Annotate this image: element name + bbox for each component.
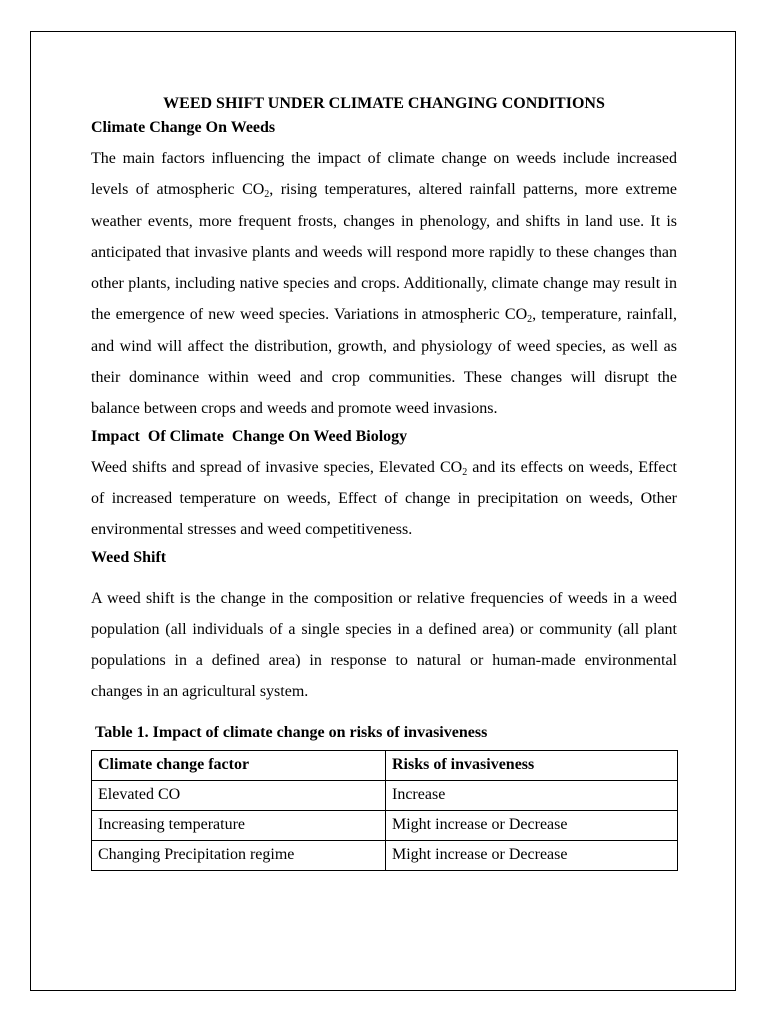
table-cell: Might increase or Decrease xyxy=(386,840,678,870)
table-cell: Might increase or Decrease xyxy=(386,810,678,840)
table-row xyxy=(92,840,678,870)
paragraph-text: , temperature, rainfall, and wind will affect the distribution, growth, and physiology of weed species, as well as their dominance within weed and crop communities. These changes will disrupt the balance between crops and weeds and promote weed invasions. xyxy=(91,306,678,418)
table-cell: Changing Precipitation regime xyxy=(92,840,386,870)
invasiveness-table xyxy=(91,750,678,871)
subscript: 2 xyxy=(462,466,468,478)
section-heading-weed-biology: Impact Of Climate Change On Weed Biology xyxy=(91,427,408,445)
table-header-row xyxy=(92,750,678,780)
paragraph-text: , rising temperatures, altered rainfall patterns, more extreme weather events, more frequent frosts, changes in phenology, and shifts in land use. It is anticipated that invasive plants and weeds will respond more rapidly to these changes than other plants, including native species and crops. Additionally, climate change may result in the emergence of new weed species. Variations in atmospheric CO xyxy=(91,181,677,324)
table-row xyxy=(92,810,678,840)
table-header-cell: Climate change factor xyxy=(92,750,386,780)
table-row xyxy=(92,780,678,810)
section-paragraph-climate-change-on-weeds xyxy=(91,143,677,425)
table-cell: Increasing temperature xyxy=(92,810,386,840)
table-cell: Increase xyxy=(386,780,678,810)
table-caption: Table 1. Impact of climate change on risks of invasiveness xyxy=(95,723,488,741)
spacer xyxy=(91,573,677,583)
section-paragraph-weed-shift: A weed shift is the change in the composition or relative frequencies of weeds in a weed population (all individuals of a single species in a defined area) or community (all plant populations in a defined area) in response to natural or human-made environmental changes in an agricultural system. xyxy=(91,589,677,701)
paragraph-text: Weed shifts and spread of invasive species, Elevated CO xyxy=(91,458,463,476)
document-body xyxy=(91,92,677,871)
document-title: WEED SHIFT UNDER CLIMATE CHANGING CONDITIONS xyxy=(163,95,605,112)
section-heading-weed-shift: Weed Shift xyxy=(91,548,167,566)
table-header-cell: Risks of invasiveness xyxy=(386,750,678,780)
subscript: 2 xyxy=(527,314,533,326)
table-cell: Elevated CO xyxy=(92,780,386,810)
section-paragraph-weed-biology xyxy=(91,452,677,546)
section-heading-climate-change-on-weeds: Climate Change On Weeds xyxy=(91,119,276,136)
subscript: 2 xyxy=(264,189,270,201)
paragraph-text: and its effects on weeds, Effect of increased temperature on weeds, Effect of change in precipitation on weeds, Other environmental stresses and weed competitiveness. xyxy=(91,458,677,539)
paragraph-text: The main factors influencing the impact of climate change on weeds include increased levels of atmospheric CO xyxy=(91,150,677,199)
